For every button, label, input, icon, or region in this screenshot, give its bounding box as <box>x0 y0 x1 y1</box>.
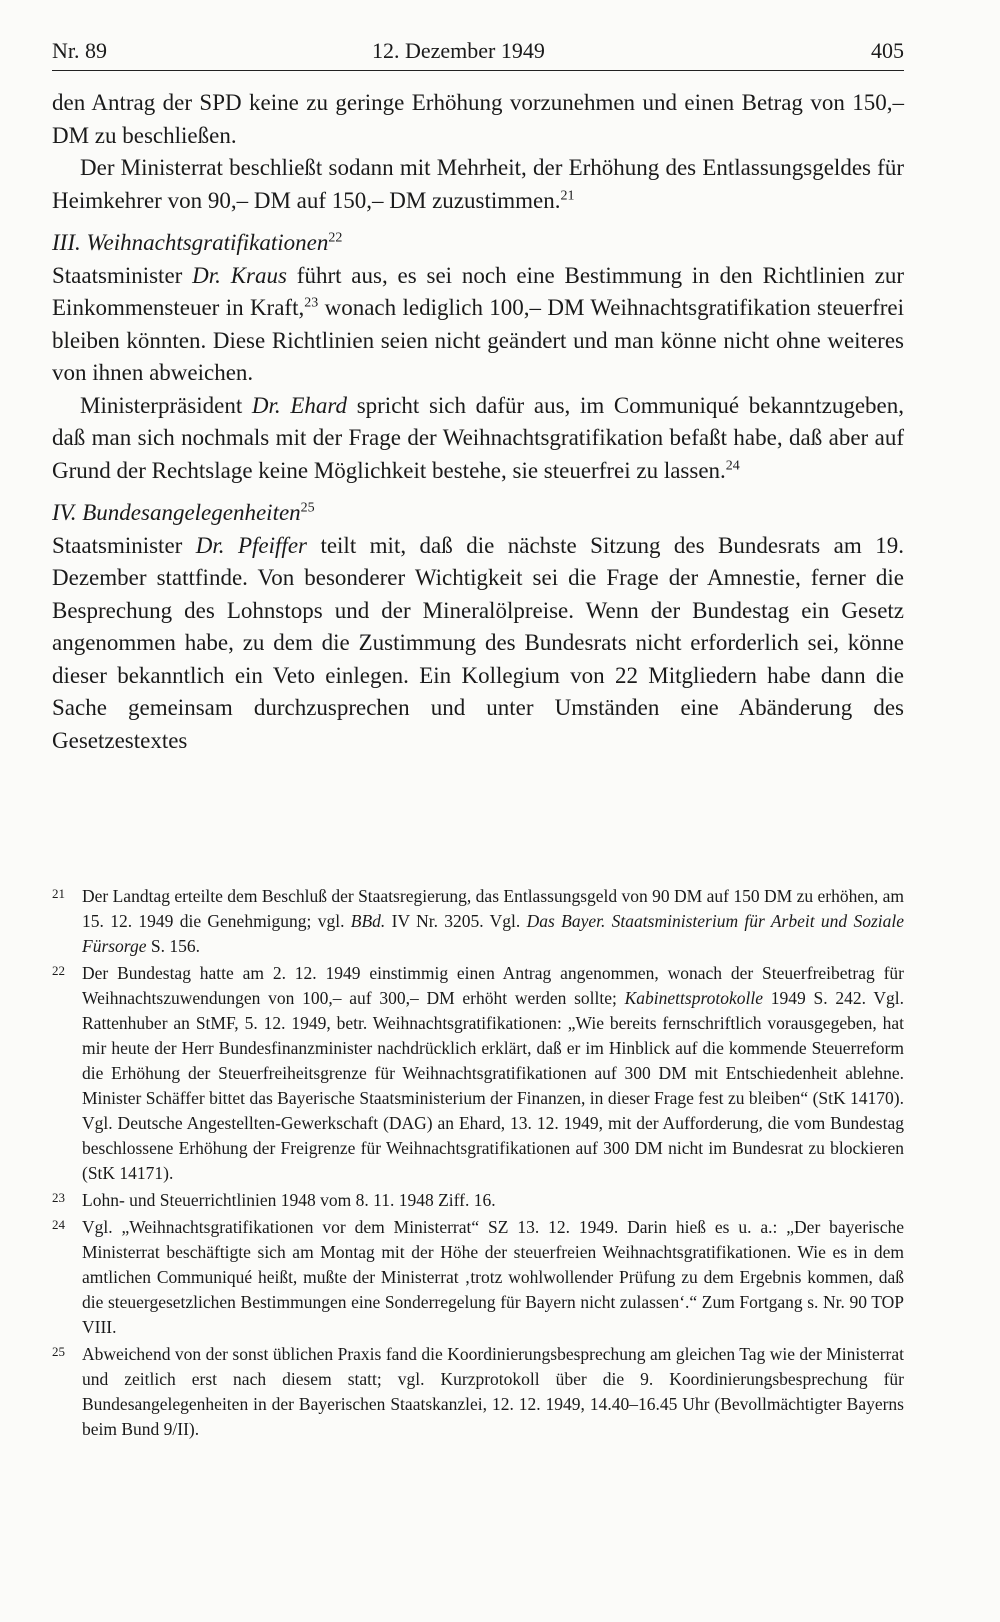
paragraph-2: Der Ministerrat beschließt sodann mit Mehrheit, der Erhöhung des Entlassungsgeldes für Heimkehrer von 90,– DM auf 150,– DM zuzustimmen.$^{21}$ <box>52 155 904 213</box>
person-name: Dr. Kraus <box>192 262 287 288</box>
running-header <box>52 38 904 71</box>
paragraph-4: Ministerpräsident Dr. Ehard spricht sich dafür aus, im Communiqué bekanntzugeben, daß man sich nochmals mit der Frage der Weihnachtsgratifikation befaßt habe, daß aber auf Grund der Rechtslage keine Möglichkeit bestehe, sie steuerfrei zu lassen.$^{24}$ <box>52 392 904 483</box>
footnote-number: 25 <box>52 1344 65 1359</box>
footnote: 24 Vgl. „Weihnachtsgratifikationen vor dem Ministerrat“ SZ 13. 12. 1949. Darin hieß es u. a.: „Der bayerische Ministerrat beschäftigte sich am Montag mit der Höhe der steuerfreien Weihnachtsgratifikationen. Wie es in dem amtlichen Communiqué heißt, mußte der Ministerrat ‚trotz wohlwollender Prüfung zu dem Ergebnis kommen, daß die steuergesetzlichen Bestimmungen eine Sonderregelung für Bayern nicht zulassen‘.“ Zum Fortgang s. Nr. 90 TOP VIII. <box>52 1215 904 1340</box>
footnote-ref[interactable]: 25 <box>300 500 315 516</box>
footnote-number: 21 <box>52 886 65 901</box>
paragraph-1: den Antrag der SPD keine zu geringe Erhöhung vorzunehmen und einen Betrag von 150,– DM zu beschließen. <box>52 90 904 148</box>
main-text <box>52 87 904 757</box>
footnote-number: 23 <box>52 1190 65 1205</box>
footnote: 23 Lohn- und Steuerrichtlinien 1948 vom 8. 11. 1948 Ziff. 16. <box>52 1188 904 1213</box>
footnote: 22 Der Bundestag hatte am 2. 12. 1949 einstimmig einen Antrag angenommen, wonach der Steuerfreibetrag für Weihnachtszuwendungen von 100,– auf 300,– DM erhöht werden sollte; Kabinettsprotokolle 1949 S. 242. Vgl. Rattenhuber an StMF, 5. 12. 1949, betr. Weihnachtsgratifikationen: „Wie bereits fernschriftlich vorausgegeben, hat mir heute der Herr Bundesfinanzminister nachdrücklich erklärt, daß er im Hinblick auf die kommende Steuerreform die Erhöhung der Steuerfreiheitsgrenze für Weihnachtsgratifikationen auf 300 DM mit Entschiedenheit ablehne. Minister Schäffer bittet das Bayerische Staatsministerium der Finanzen, in dieser Frage fest zu bleiben“ (StK 14170). Vgl. Deutsche Angestellten-Gewerkschaft (DAG) an Ehard, 13. 12. 1949, mit der Aufforderung, die vom Bundestag beschlossene Erhöhung der Freigrenze für Weihnachtsgratifikationen auf 300 DM nicht im Bundesrat zu blockieren (StK 14171). <box>52 961 904 1186</box>
footnote-ref[interactable]: 21 <box>560 187 575 203</box>
paragraph-5: Staatsminister Dr. Pfeiffer teilt mit, daß die nächste Sitzung des Bundesrats am 19. Dezember stattfinde. Von besonderer Wichtigkeit sei die Frage der Amnestie, ferner die Besprechung des Lohnstops und der Mineralölpreise. Wenn der Bundestag ein Gesetz angenommen habe, zu dem die Zustimmung des Bundesrats nicht erforderlich sei, könne dieser bekanntlich ein Veto einlegen. Ein Kollegium von 22 Mitgliedern habe dann die Sache gemeinsam durchzusprechen und unter Umständen eine Abänderung des Gesetzestextes <box>52 532 904 753</box>
footnote-number: 22 <box>52 963 65 978</box>
header-date: 12. Dezember 1949 <box>372 38 545 63</box>
footnote-number: 24 <box>52 1217 65 1232</box>
page <box>52 38 904 757</box>
person-name: Dr. Ehard <box>251 392 348 418</box>
person-name: Dr. Pfeiffer <box>195 532 307 558</box>
footnotes <box>52 884 904 1444</box>
footnote-ref[interactable]: 24 <box>725 457 740 473</box>
footnote: 21 Der Landtag erteilte dem Beschluß der Staatsregierung, das Entlassungsgeld von 90 DM auf 150 DM zu erhöhen, am 15. 12. 1949 die Genehmigung; vgl. BBd. IV Nr. 3205. Vgl. Das Bayer. Staatsministerium für Arbeit und Soziale Fürsorge S. 156. <box>52 884 904 959</box>
footnote-ref[interactable]: 23 <box>304 295 319 311</box>
footnote: 25 Abweichend von der sonst üblichen Praxis fand die Koordinierungsbesprechung am gleichen Tag wie der Ministerrat und zeitlich erst nach diesem statt; vgl. Kurzprotokoll über die 9. Koordinierungsbesprechung für Bundesangelegenheiten in der Bayerischen Staatskanzlei, 12. 12. 1949, 14.40–16.45 Uhr (Bevollmächtigter Bayerns beim Bund 9/II). <box>52 1342 904 1442</box>
section-heading-iii: III. Weihnachtsgratifikationen$^{22}$ <box>52 230 343 255</box>
paragraph-3: Staatsminister Dr. Kraus führt aus, es sei noch eine Bestimmung in den Richtlinien zur Einkommensteuer in Kraft,$^{23}$ wonach lediglich 100,– DM Weihnachtsgratifikation steuerfrei bleiben könnten. Diese Richtlinien seien nicht geändert und man könne nicht ohne weiteres von ihnen abweichen. <box>52 262 904 385</box>
footnote-ref[interactable]: 22 <box>328 230 343 246</box>
issue-number: Nr. 89 <box>52 38 107 63</box>
section-heading-iv: IV. Bundesangelegenheiten$^{25}$ <box>52 500 315 525</box>
page-number: 405 <box>871 38 904 63</box>
